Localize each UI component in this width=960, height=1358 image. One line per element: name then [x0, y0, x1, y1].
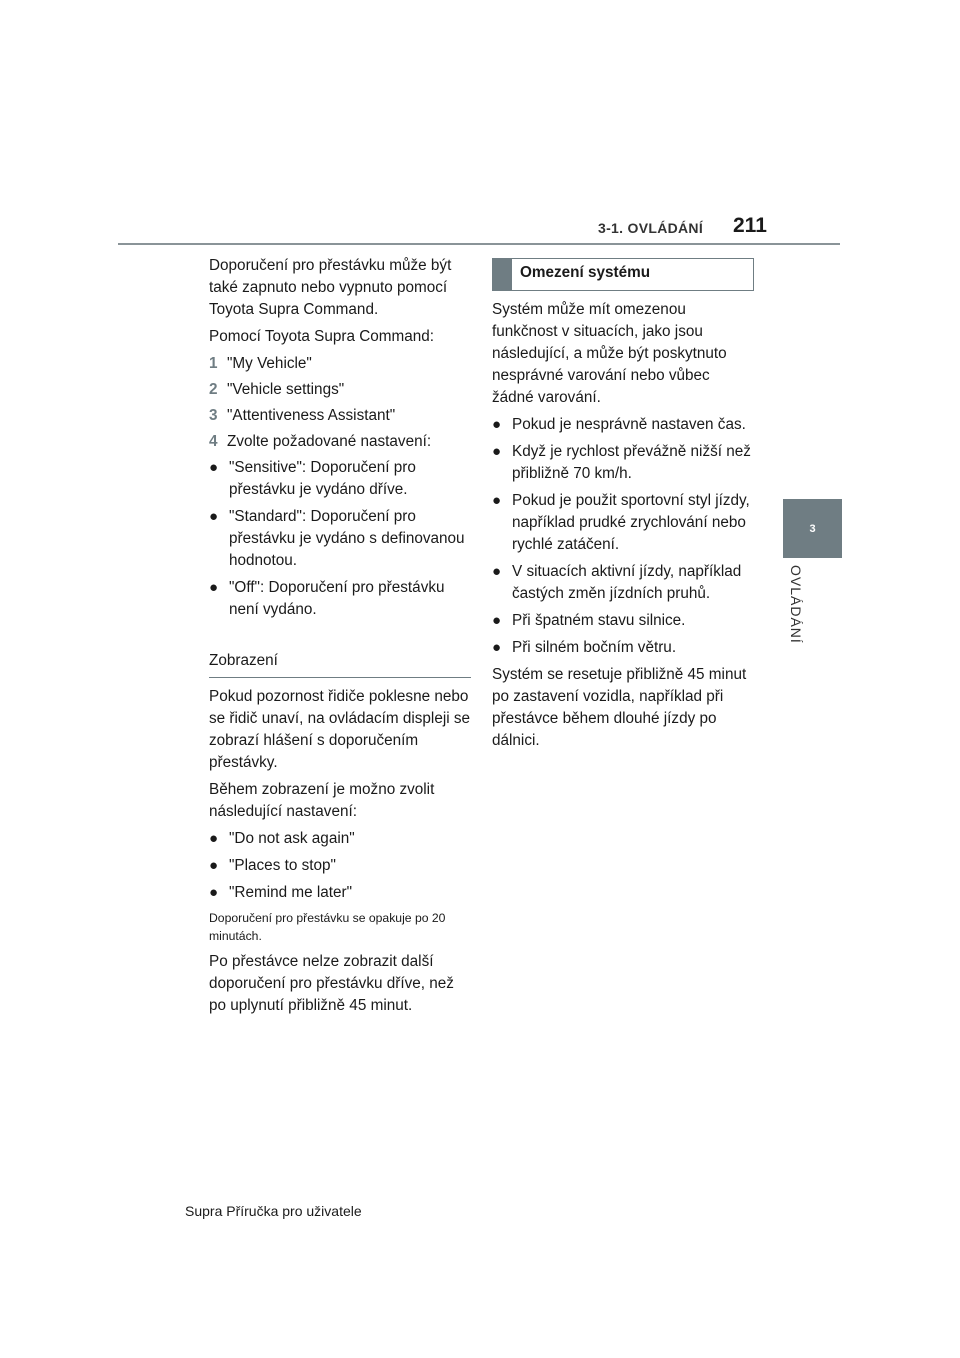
- limitation-item: [492, 561, 754, 605]
- right-column: [492, 258, 754, 757]
- step-text: Zvolte požadované nastavení:: [227, 433, 432, 450]
- step-number: 4: [209, 433, 218, 450]
- bullet-icon: ●: [209, 508, 219, 525]
- step-item: [209, 379, 471, 401]
- heading-marker: [493, 259, 512, 290]
- step-number: 3: [209, 407, 218, 424]
- limitation-text: Pokud je použit sportovní styl jízdy, například prudké zrychlování nebo rychlé zatáčení.: [512, 492, 750, 553]
- chapter-number: 3: [809, 522, 816, 535]
- bullet-icon: ●: [209, 884, 219, 901]
- option-item: [209, 457, 471, 501]
- limitations-heading: [492, 258, 754, 291]
- display-paragraph: Pokud pozornost řidiče poklesne nebo se řidič unaví, na ovládacím displeji se zobrazí hlášení s doporučením přestávky.: [209, 688, 471, 771]
- reset-paragraph: Systém se resetuje přibližně 45 minut po zastavení vozidla, například při přestávce během dlouhé jízdy po dálnici.: [492, 666, 747, 749]
- choice-text: "Do not ask again": [229, 830, 355, 847]
- step-text: "Attentiveness Assistant": [227, 407, 396, 424]
- chapter-tab[interactable]: [783, 499, 842, 558]
- choice-item: [209, 855, 471, 877]
- bullet-icon: ●: [209, 857, 219, 874]
- intro-paragraph: Doporučení pro přestávku může být také zapnuto nebo vypnuto pomocí Toyota Supra Command.: [209, 257, 452, 318]
- option-text: "Sensitive": Doporučení pro přestávku je vydáno dříve.: [229, 459, 416, 498]
- choice-item: [209, 828, 471, 850]
- bullet-icon: ●: [209, 459, 219, 476]
- bullet-icon: ●: [492, 416, 502, 433]
- chapter-label: OVLÁDÁNÍ: [788, 565, 804, 644]
- display-subheading: [209, 645, 471, 678]
- section-title: 3-1. OVLÁDÁNÍ: [598, 220, 704, 236]
- header-divider: [118, 243, 840, 245]
- option-text: "Off": Doporučení pro přestávku není vydáno.: [229, 579, 445, 618]
- option-text: "Standard": Doporučení pro přestávku je vydáno s definovanou hodnotou.: [229, 508, 465, 569]
- bullet-icon: ●: [209, 579, 219, 596]
- bullet-icon: ●: [492, 443, 502, 460]
- step-item: [209, 405, 471, 427]
- bullet-icon: ●: [492, 492, 502, 509]
- bullet-icon: ●: [492, 563, 502, 580]
- footer-text: Supra Příručka pro uživatele: [185, 1203, 362, 1219]
- option-item: [209, 577, 471, 621]
- left-column: [209, 255, 471, 1022]
- step-item: [209, 431, 471, 453]
- bullet-icon: ●: [492, 612, 502, 629]
- step-number: 1: [209, 355, 218, 372]
- step-text: "Vehicle settings": [227, 381, 345, 398]
- limitation-item: [492, 414, 754, 436]
- limitation-text: Při špatném stavu silnice.: [512, 612, 686, 629]
- heading-text: Omezení systému: [520, 264, 651, 281]
- step-number: 2: [209, 381, 218, 398]
- final-paragraph: Po přestávce nelze zobrazit další doporučení pro přestávku dříve, než po uplynutí přibližně 45 minut.: [209, 953, 454, 1014]
- limitation-text: V situacích aktivní jízdy, například častých změn jízdních pruhů.: [512, 563, 742, 602]
- limitation-text: Pokud je nesprávně nastaven čas.: [512, 416, 746, 433]
- limitation-item: [492, 610, 754, 632]
- limitation-item: [492, 441, 754, 485]
- option-item: [209, 506, 471, 572]
- choose-paragraph: Během zobrazení je možno zvolit následující nastavení:: [209, 781, 435, 820]
- limitation-item: [492, 490, 754, 556]
- page-number: 211: [733, 214, 767, 237]
- choice-text: "Remind me later": [229, 884, 353, 901]
- step-item: [209, 353, 471, 375]
- subheading-text: Zobrazení: [209, 652, 278, 669]
- limitation-text: Při silném bočním větru.: [512, 639, 677, 656]
- choice-item: [209, 882, 471, 904]
- bullet-icon: ●: [209, 830, 219, 847]
- limitation-item: [492, 637, 754, 659]
- note-text: Doporučení pro přestávku se opakuje po 20 minutách.: [209, 911, 446, 943]
- limitation-text: Když je rychlost převážně nižší než přibližně 70 km/h.: [512, 443, 751, 482]
- bullet-icon: ●: [492, 639, 502, 656]
- via-paragraph: Pomocí Toyota Supra Command:: [209, 328, 435, 345]
- limitations-intro: Systém může mít omezenou funkčnost v situacích, jako jsou následující, a může být poskytnuto nesprávné varování nebo vůbec žádné varování.: [492, 301, 727, 406]
- step-text: "My Vehicle": [227, 355, 312, 372]
- choice-text: "Places to stop": [229, 857, 336, 874]
